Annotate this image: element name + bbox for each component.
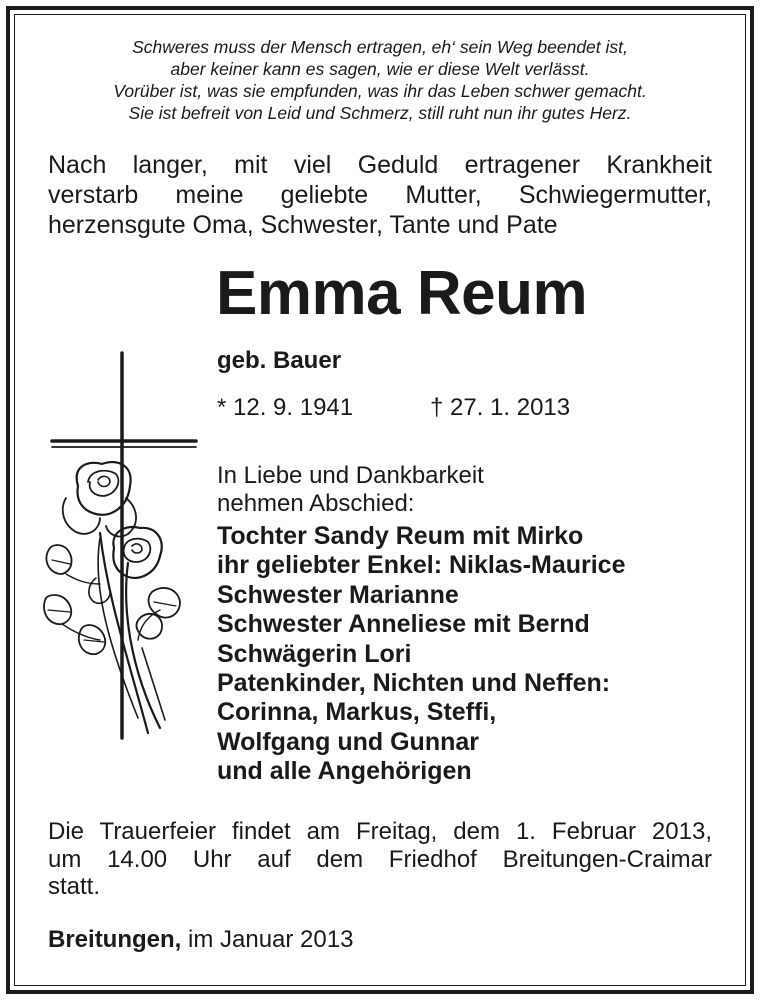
mourner-line: Corinna, Markus, Steffi, — [217, 698, 497, 727]
birth-date: * 12. 9. 1941 — [217, 394, 354, 421]
signature-date: im Januar 2013 — [181, 926, 354, 953]
birth-name: geb. Bauer — [217, 347, 342, 374]
life-dates — [217, 393, 571, 423]
farewell-text — [217, 462, 484, 518]
service-info — [48, 818, 712, 901]
mourner-line: Schwester Anneliese mit Bernd — [217, 610, 590, 639]
intro-line: Nach langer, mit viel Geduld ertragener Krankheit — [48, 151, 712, 179]
mourner-line: Wolfgang und Gunnar — [217, 727, 479, 756]
service-line: um 14.00 Uhr auf dem Friedhof Breitungen-Craimar — [48, 845, 712, 873]
farewell-line: nehmen Abschied: — [217, 490, 415, 517]
mourner-line: Schwester Marianne — [217, 580, 459, 609]
cross-with-roses-icon — [30, 348, 210, 748]
mourner-line: Tochter Sandy Reum mit Mirko — [217, 522, 584, 550]
mourner-line: und alle Angehörigen — [217, 757, 472, 786]
intro-line: herzensgute Oma, Schwester, Tante und Pate — [48, 211, 558, 239]
signature-place: Breitungen, — [48, 926, 182, 953]
signature — [48, 925, 353, 955]
service-line: statt. — [48, 873, 101, 900]
poem-line: Schweres muss der Mensch ertragen, eh‘ sein Weg beendet ist, — [132, 37, 628, 57]
poem-line: Vorüber ist, was sie empfunden, was ihr das Leben schwer gemacht. — [113, 81, 647, 101]
deceased-name: Emma Reum — [216, 259, 588, 328]
intro-line: verstarb meine geliebte Mutter, Schwiegermutter, — [48, 181, 712, 209]
poem — [20, 36, 740, 124]
death-date: † 27. 1. 2013 — [430, 394, 571, 421]
mourner-line: ihr geliebter Enkel: Niklas-Maurice — [217, 551, 626, 580]
mourner-line: Schwägerin Lori — [217, 639, 412, 668]
poem-line: Sie ist befreit von Leid und Schmerz, still ruht nun ihr gutes Herz. — [128, 103, 632, 123]
mourners-list — [217, 522, 625, 787]
service-line: Die Trauerfeier findet am Freitag, dem 1. Februar 2013, — [48, 818, 712, 845]
mourner-line: Patenkinder, Nichten und Neffen: — [217, 669, 611, 698]
poem-line: aber keiner kann es sagen, wie er diese Welt verlässt. — [170, 59, 590, 79]
intro-text — [48, 150, 712, 240]
farewell-line: In Liebe und Dankbarkeit — [217, 462, 484, 489]
